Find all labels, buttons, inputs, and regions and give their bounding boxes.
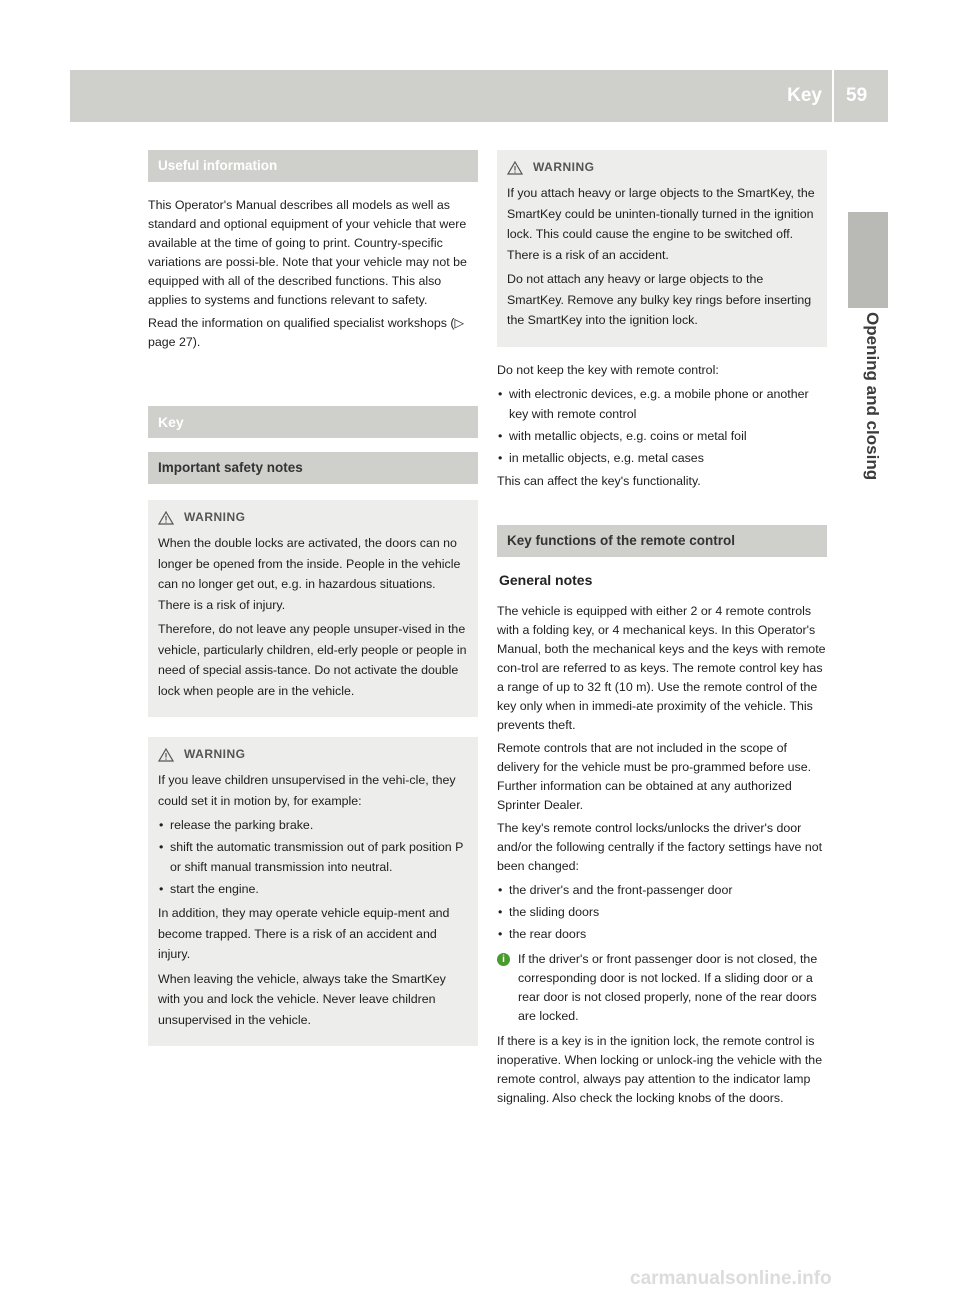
list-item: • the driver's and the front-passenger door: [497, 880, 827, 900]
info-icon: i: [497, 953, 510, 966]
key-functions-heading: Key functions of the remote control: [497, 525, 827, 557]
warning-text: Therefore, do not leave any people unsuper-vised in the vehicle, particularly children, eld-erly people or people in need of special assis-tance. Do not activate the double lock when people are in the vehicle.: [158, 622, 467, 698]
info-text: If the driver's or front passenger door is not closed, the corresponding door is not locked. If a sliding door or a rear door is not closed properly, none of the rear doors are locked.: [518, 951, 818, 1023]
warning-text: Do not attach any heavy or large objects to the SmartKey. Remove any bulky key rings before inserting the SmartKey into the ignition lock.: [507, 272, 812, 327]
chapter-label: [848, 312, 888, 572]
list-item: • the rear doors: [497, 924, 827, 944]
warning-header: [158, 745, 468, 764]
no-keep-intro: Do not keep the key with remote control:: [497, 362, 719, 377]
warning-box-heavy-objects: [497, 150, 827, 347]
warning-label: WARNING: [184, 747, 246, 761]
warning-list: [158, 815, 468, 899]
chapter-tab: [848, 212, 888, 308]
warning-triangle-icon: [158, 748, 174, 762]
general-paragraph: The vehicle is equipped with either 2 or 4 remote controls with a folding key, or 4 mechanical keys. In this Operator's Manual, both the mechanical keys and the keys with remote con-trol are referred to as keys. The remote control key has a range of up to 32 ft (10 m). Use the remote control of the key only when in immedi-ate proximity of the vehicle. This prevents theft.: [497, 603, 826, 732]
useful-info-paragraph: This Operator's Manual describes all models as well as standard and optional equipment of your vehicle that were available at the time of going to print. Country-specific variations are possi-ble. Note that your vehicle may not be equipped with all of the described functions. This also applies to systems and functions relevant to safety.: [148, 198, 467, 307]
door-list: [497, 880, 827, 944]
warning-box-children: [148, 737, 478, 1046]
warning-text: If you attach heavy or large objects to the SmartKey, the SmartKey could be uninten-tionally turned in the ignition lock. This could cause the engine to be switched off. There is a risk of an accident.: [507, 186, 815, 262]
list-item: • in metallic objects, e.g. metal cases: [497, 448, 827, 468]
warning-triangle-icon: [507, 161, 523, 175]
warning-header: [158, 508, 468, 527]
general-paragraph: Remote controls that are not included in the scope of delivery for the vehicle must be pro-grammed before use. Further information can be obtained at any authorized Sprinter Dealer.: [497, 740, 812, 812]
workshop-paragraph: Read the information on qualified specialist workshops (▷ page 27).: [148, 316, 465, 349]
list-item: • with electronic devices, e.g. a mobile phone or another key with remote control: [497, 384, 827, 424]
info-note: [497, 950, 827, 1026]
warning-box-double-lock: [148, 500, 478, 717]
header-divider: [832, 70, 834, 122]
warning-text: When leaving the vehicle, always take the SmartKey with you and lock the vehicle. Never leave children unsupervised in the vehicle.: [158, 971, 446, 1027]
warning-header: [507, 158, 817, 177]
warning-text: In addition, they may operate vehicle equip-ment and become trapped. There is a risk of an accident and injury.: [158, 906, 450, 961]
general-notes-heading: General notes: [499, 571, 593, 588]
list-item: • shift the automatic transmission out of park position P or shift manual transmission into neutral.: [158, 837, 468, 877]
warning-text: When the double locks are activated, the doors can no longer be opened from the inside. People in the vehicle can no longer get out, e.g. in hazardous situations. There is a risk of injury.: [158, 536, 461, 612]
list-item: • release the parking brake.: [158, 815, 468, 835]
page-number: 59: [846, 85, 868, 106]
no-keep-list: [497, 384, 827, 468]
useful-info-heading: Useful information: [148, 150, 478, 182]
warning-label: WARNING: [533, 160, 595, 174]
no-keep-outro: This can affect the key's functionality.: [497, 473, 701, 488]
left-column: [148, 150, 478, 1060]
safety-notes-heading: Important safety notes: [148, 452, 478, 484]
key-section-heading: Key: [148, 406, 478, 438]
warning-triangle-icon: [158, 511, 174, 525]
warning-text: If you leave children unsupervised in the vehi-cle, they could set it in motion by, for example:: [158, 773, 456, 808]
header-title: Key: [787, 85, 822, 106]
list-item: • the sliding doors: [497, 902, 827, 922]
general-paragraph: If there is a key is in the ignition lock, the remote control is inoperative. When locking or unlock-ing the vehicle with the remote control, always pay attention to the indicator lamp signaling. Also check the locking knobs of the doors.: [497, 1033, 823, 1105]
list-item: • start the engine.: [158, 879, 468, 899]
chapter-label-text: Opening and closing: [863, 312, 882, 481]
watermark: carmanualsonline.info: [630, 1268, 832, 1289]
right-column: [497, 150, 827, 1112]
warning-label: WARNING: [184, 510, 246, 524]
list-item: • with metallic objects, e.g. coins or metal foil: [497, 426, 827, 446]
general-paragraph: The key's remote control locks/unlocks the driver's door and/or the following centrally if the factory settings have not been changed:: [497, 820, 823, 873]
